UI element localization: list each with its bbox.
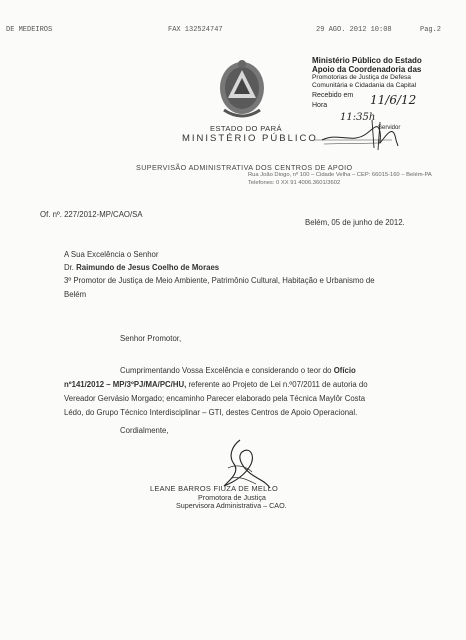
paragraph-line-3: Vereador Gervásio Morgado; encaminho Parecer elaborado pela Técnica Maylôr Costa [64, 394, 366, 403]
stamp-signature-icon [318, 118, 418, 152]
paragraph-line-2 [64, 378, 424, 392]
salutation: A Sua Excelência o Senhor [64, 250, 159, 259]
fax-number: FAX 132524747 [168, 26, 223, 34]
document-reference: Of. nº. 227/2012-MP/CAO/SA [40, 210, 143, 219]
fax-sender: DE MEDEIROS [6, 26, 53, 34]
paragraph-emphasis: nº141/2012 – MP/3ºPJ/MA/PC/HU, [64, 380, 187, 389]
recipient-line [64, 261, 219, 275]
paragraph-line-4: Lédo, do Grupo Técnico Interdisciplinar – GTI, destes Centros de Apoio Operacional. [64, 408, 358, 417]
recipient-role [64, 274, 424, 302]
paragraph-line-1 [64, 364, 424, 378]
body-paragraph [64, 364, 424, 420]
letterhead-address [248, 172, 432, 187]
recipient-name: Raimundo de Jesus Coelho de Moraes [76, 263, 220, 272]
fax-header [0, 26, 466, 38]
stamp-line-4: Comunitária e Cidadania da Capital [312, 82, 417, 89]
recipient-role-line-2: Belém [64, 290, 87, 299]
fax-timestamp: 29 AGO. 2012 10:08 [316, 26, 392, 34]
fax-page-number: Pag.2 [420, 26, 442, 34]
stamp-received-label: Recebido em [312, 92, 354, 99]
document-date: Belém, 05 de junho de 2012. [305, 218, 405, 227]
letterhead-department: SUPERVISÃO ADMINISTRATIVA DOS CENTROS DE APOIO [136, 163, 353, 172]
stamp-servidor-label: Servidor [378, 125, 401, 131]
closing: Cordialmente, [120, 426, 169, 435]
vocative: Senhor Promotor, [120, 334, 182, 343]
signer-role: Promotora de Justiça [198, 493, 266, 502]
recipient-title: Dr. [64, 263, 74, 272]
paragraph-text: Cumprimentando Vossa Excelência e considerando o teor do [120, 366, 332, 375]
paragraph-text: referente ao Projeto de Lei n.º07/2011 de autoria do [188, 380, 368, 389]
paragraph-emphasis: Ofício [333, 366, 356, 375]
letterhead-state: ESTADO DO PARÁ [210, 124, 282, 133]
phone-line: Telefones: 0 XX 91 4006.3601/3602 [248, 179, 341, 186]
coat-of-arms-icon [218, 58, 266, 124]
address-line: Rua João Diogo, nº 100 – Cidade Velha – CEP: 66015-160 – Belém-PA [248, 172, 432, 178]
recipient-role-line-1: 3º Promotor de Justiça de Meio Ambiente, Patrimônio Cultural, Habitação e Urbanismo de [64, 276, 375, 285]
signer-department: Supervisora Administrativa – CAO. [176, 501, 287, 510]
signer-name: LEANE BARROS FIUZA DE MELLO [150, 484, 279, 493]
stamp-line-1: Ministério Público do Estado [312, 56, 422, 65]
stamp-line-2: Apoio da Coordenadoria das [312, 65, 422, 74]
stamp-received-date: 11/6/12 [370, 93, 417, 107]
stamp-hora-label: Hora [312, 102, 328, 109]
stamp-line-3: Promotorias de Justiça de Defesa [312, 74, 411, 81]
stamp-received-time: 11:35h [340, 112, 376, 123]
letterhead-ministry: MINISTÉRIO PÚBLICO [182, 133, 318, 144]
